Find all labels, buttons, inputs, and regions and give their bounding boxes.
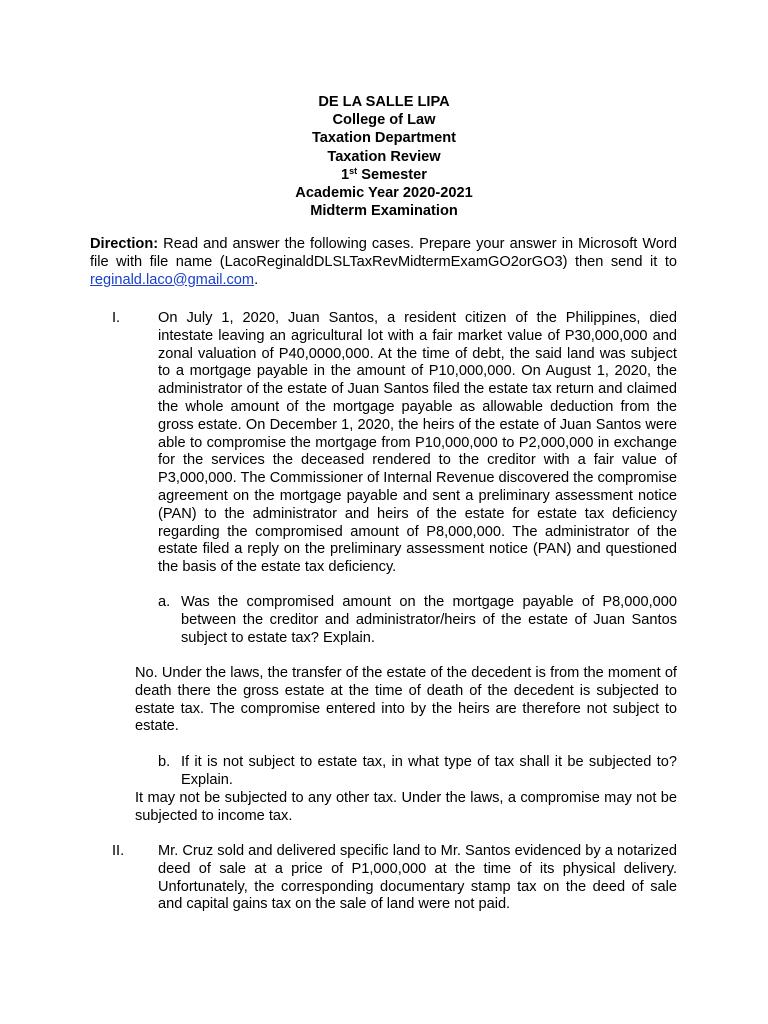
department-name: Taxation Department <box>311 130 457 147</box>
semester-line <box>0 166 768 184</box>
question-a-text: Was the compromised amount on the mortgage payable of P8,000,000 between the creditor and administrator/heirs of the estate of Juan Santos subject to estate tax? Explain. <box>181 594 677 646</box>
direction-end: . <box>254 271 259 288</box>
direction-paragraph <box>90 236 677 289</box>
item-2-text: Mr. Cruz sold and delivered specific land to Mr. Santos evidenced by a notarized deed of sale at a price of P1,000,000 at the time of its physical delivery. Unfortunately, the corresponding documentary stamp tax on the deed of sale and capital gains tax on the sale of land were not paid. <box>158 843 677 913</box>
course-name: Taxation Review <box>327 148 441 165</box>
direction-text: Read and answer the following cases. Prepare your answer in Microsoft Word file with file name (LacoReginaldDLSLTaxRevMidtermExamGO2orGO3) then send it to <box>90 236 677 270</box>
question-b-letter: b. <box>158 754 171 770</box>
exam-header <box>0 93 768 220</box>
semester-number: 1 <box>341 166 350 183</box>
item-1-numeral: I. <box>112 310 121 326</box>
item-1-text: On July 1, 2020, Juan Santos, a resident citizen of the Philippines, died intestate leaving an agricultural lot with a fair market value of P30,000,000 and zonal valuation of P40,0000,000. At the time of debt, the said land was subject to a mortgage payable in the amount of P10,000,000. On August 1, 2020, the administrator of the estate of Juan Santos filed the estate tax return and claimed the whole amount of the mortgage payable as allowable deduction from the gross estate. On December 1, 2020, the heirs of the estate of Juan Santos were able to compromise the mortgage from P10,000,000 to P2,000,000 in exchange for the services the deceased rendered to the creditor with a fair value of P3,000,000. The Commissioner of Internal Revenue discovered the compromise agreement on the mortgage payable and sent a preliminary assessment notice (PAN) to the administrator and heirs of the estate for estate tax deficiency regarding the compromised amount of P8,000,000. The administrator of the estate filed a reply on the preliminary assessment notice (PAN) and questioned the basis of the estate tax deficiency. <box>158 310 677 576</box>
school-name: DE LA SALLE LIPA <box>318 94 450 110</box>
item-2-numeral: II. <box>112 843 125 859</box>
college-name: College of Law <box>332 112 436 129</box>
answer-b-text: It may not be subjected to any other tax. Under the laws, a compromise may not be subjected to income tax. <box>135 790 677 824</box>
question-b-text: If it is not subject to estate tax, in what type of tax shall it be subjected to? Explain. <box>181 754 677 788</box>
answer-a-text: No. Under the laws, the transfer of the estate of the decedent is from the moment of death there the gross estate at the time of death of the decedent is subjected to estate tax. The compromise entered into by the heirs are therefore not subject to estate. <box>135 665 677 735</box>
semester-ordinal: st <box>349 165 358 176</box>
question-a-letter: a. <box>158 594 171 610</box>
direction-label: Direction: <box>90 236 159 252</box>
academic-year: Academic Year 2020-2021 <box>295 184 473 201</box>
exam-title: Midterm Examination <box>310 203 458 220</box>
email-link[interactable]: reginald.laco@gmail.com <box>90 271 255 288</box>
semester-word: Semester <box>357 166 427 183</box>
